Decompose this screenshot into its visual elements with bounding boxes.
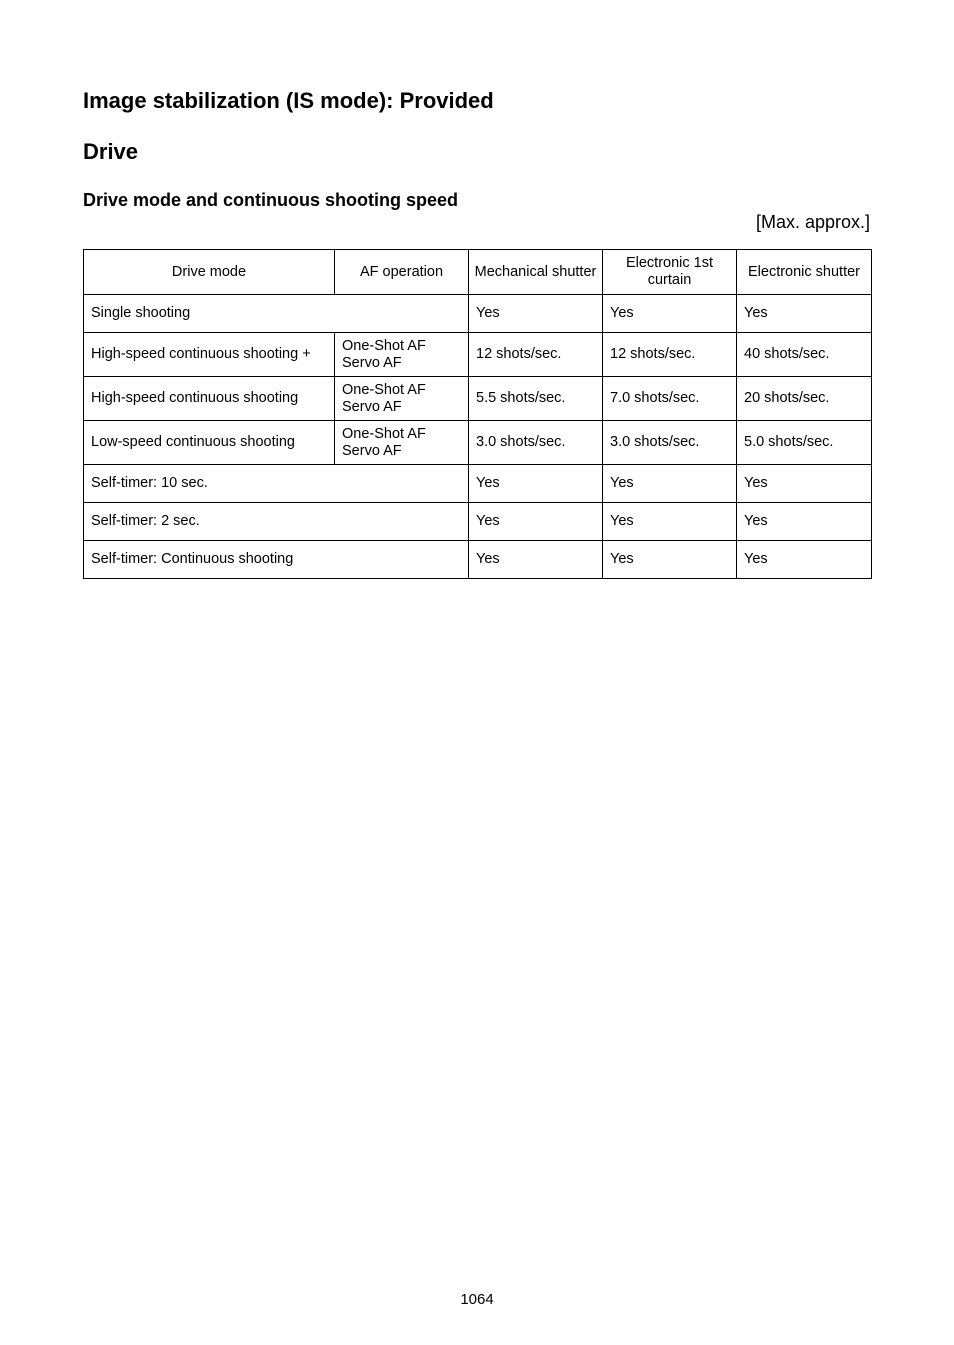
cell-mechanical: 5.5 shots/sec.: [469, 377, 603, 421]
af-one-shot: One-Shot AF: [342, 425, 426, 442]
max-approx-note: [Max. approx.]: [755, 212, 870, 232]
af-servo: Servo AF: [342, 398, 402, 415]
cell-electronic: Yes: [737, 465, 872, 503]
cell-af-operation: [335, 377, 469, 421]
cell-mechanical: Yes: [469, 465, 603, 503]
table-row: [84, 377, 872, 421]
table-row: [84, 465, 872, 503]
cell-drive-mode: High-speed continuous shooting +: [84, 333, 335, 377]
cell-drive-mode: Self-timer: 2 sec.: [84, 503, 469, 541]
cell-mechanical: Yes: [469, 295, 603, 333]
table-row: [84, 333, 872, 377]
cell-drive-mode: Self-timer: Continuous shooting: [84, 541, 469, 579]
header-electronic-shutter: Electronic shutter: [737, 250, 872, 295]
header-af-operation: AF operation: [335, 250, 469, 295]
cell-electronic: Yes: [737, 503, 872, 541]
cell-af-operation: [335, 333, 469, 377]
cell-mechanical: 12 shots/sec.: [469, 333, 603, 377]
cell-drive-mode: Low-speed continuous shooting: [84, 421, 335, 465]
table-row: [84, 503, 872, 541]
af-servo: Servo AF: [342, 354, 402, 371]
cell-electronic: Yes: [737, 541, 872, 579]
table-row: [84, 421, 872, 465]
af-servo: Servo AF: [342, 442, 402, 459]
header-electronic-1st-curtain: Electronic 1st curtain: [603, 250, 737, 295]
cell-efcs: Yes: [603, 503, 737, 541]
cell-drive-mode: Single shooting: [84, 295, 469, 333]
section-heading-is-mode: Image stabilization (IS mode): Provided: [83, 88, 494, 113]
table-row: [84, 295, 872, 333]
cell-mechanical: Yes: [469, 541, 603, 579]
table-header-row: [84, 250, 872, 295]
cell-efcs: 12 shots/sec.: [603, 333, 737, 377]
cell-efcs: Yes: [603, 541, 737, 579]
header-drive-mode: Drive mode: [84, 250, 335, 295]
cell-electronic: 20 shots/sec.: [737, 377, 872, 421]
cell-af-operation: [335, 421, 469, 465]
cell-electronic: 40 shots/sec.: [737, 333, 872, 377]
section-heading-drive: Drive: [83, 139, 139, 164]
af-one-shot: One-Shot AF: [342, 337, 426, 354]
cell-efcs: 3.0 shots/sec.: [603, 421, 737, 465]
cell-drive-mode: Self-timer: 10 sec.: [84, 465, 469, 503]
header-mechanical-shutter: Mechanical shutter: [469, 250, 603, 295]
cell-drive-mode: High-speed continuous shooting: [84, 377, 335, 421]
table-row: [84, 541, 872, 579]
cell-electronic: 5.0 shots/sec.: [737, 421, 872, 465]
subsection-heading-drive-mode: Drive mode and continuous shooting speed: [83, 190, 459, 210]
page-number: 1064: [460, 1291, 494, 1308]
cell-mechanical: Yes: [469, 503, 603, 541]
drive-mode-table: [83, 249, 872, 579]
cell-electronic: Yes: [737, 295, 872, 333]
cell-efcs: Yes: [603, 295, 737, 333]
cell-mechanical: 3.0 shots/sec.: [469, 421, 603, 465]
cell-efcs: 7.0 shots/sec.: [603, 377, 737, 421]
cell-efcs: Yes: [603, 465, 737, 503]
af-one-shot: One-Shot AF: [342, 381, 426, 398]
